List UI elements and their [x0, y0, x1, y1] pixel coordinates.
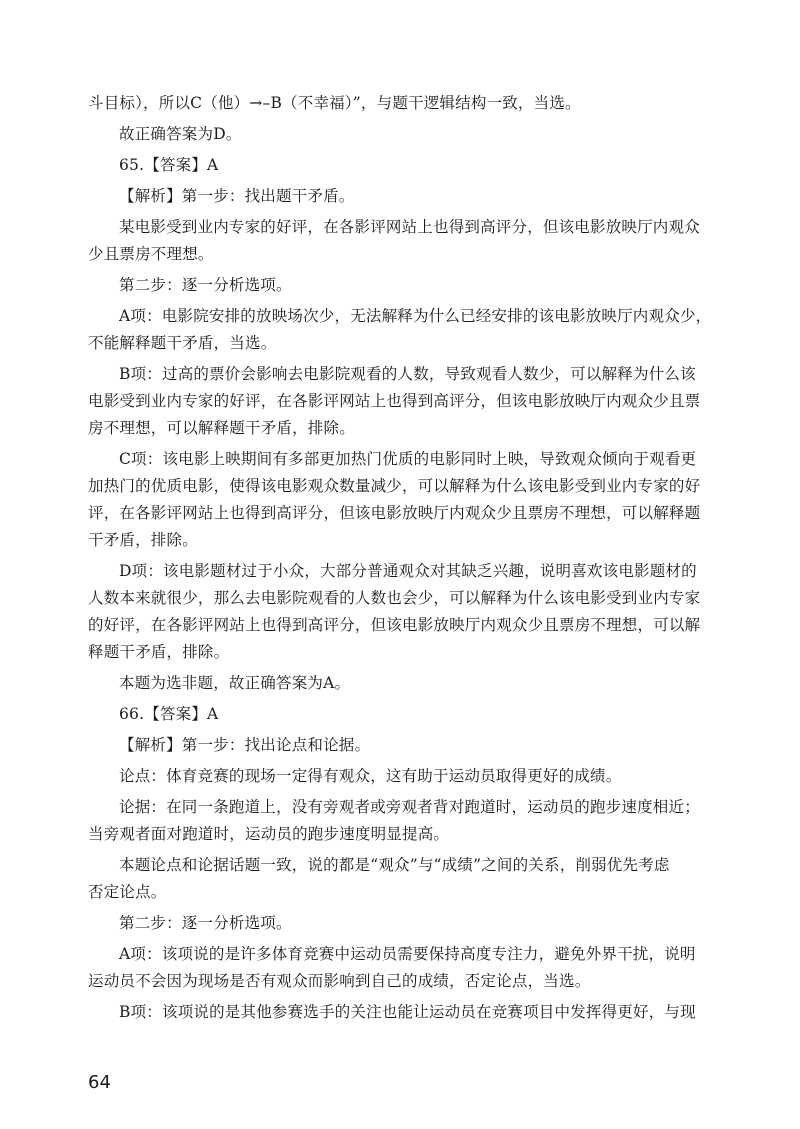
text-line: 少且票房不理想。 — [88, 245, 214, 263]
document-body — [88, 90, 718, 1026]
text-line: 第二步：逐一分析选项。 — [119, 914, 292, 932]
text-line: 论点：体育竞赛的现场一定得有观众，这有助于运动员取得更好的成绩。 — [119, 767, 622, 785]
text-line: 【解析】第一步：找出论点和论据。 — [119, 736, 371, 754]
text-line: 干矛盾，排除。 — [88, 531, 198, 549]
text-line: 66.【答案】A — [119, 705, 219, 723]
text-line: 本题论点和论据话题一致，说的都是“观众”与“成绩”之间的关系，削弱优先考虑 — [119, 856, 670, 874]
text-line: 第二步：逐一分析选项。 — [119, 276, 292, 294]
text-line: D项：该电影题材过于小众，大部分普通观众对其缺乏兴趣，说明喜欢该电影题材的 — [119, 562, 697, 580]
text-line: 斗目标），所以C（他）→–B（不幸福）”，与题干逻辑结构一致，当选。 — [88, 94, 581, 112]
text-line: 某电影受到业内专家的好评，在各影评网站上也得到高评分，但该电影放映厅内观众 — [119, 218, 700, 236]
text-line: 加热门的优质电影，使得该电影观众数量减少，可以解释为什么该电影受到业内专家的好 — [88, 477, 701, 495]
text-line: 【解析】第一步：找出题干矛盾。 — [119, 187, 355, 205]
text-line: 人数本来就很少，那么去电影院观看的人数也会少，可以解释为什么该电影受到业内专家 — [88, 589, 701, 607]
text-line: 的好评，在各影评网站上也得到高评分，但该电影放映厅内观众少且票房不理想，可以解 — [88, 616, 701, 634]
text-line: 释题干矛盾，排除。 — [88, 643, 230, 661]
text-line: 论据：在同一条跑道上，没有旁观者或旁观者背对跑道时，运动员的跑步速度相近； — [119, 798, 700, 816]
text-line: 房不理想，可以解释题干矛盾，排除。 — [88, 419, 355, 437]
text-line: A项：电影院安排的放映场次少，无法解释为什么已经安排的该电影放映厅内观众少， — [119, 307, 712, 325]
text-line: 电影受到业内专家的好评，在各影评网站上也得到高评分，但该电影放映厅内观众少且票 — [88, 392, 701, 410]
text-line: 否定论点。 — [88, 883, 167, 901]
text-line: 不能解释题干矛盾，当选。 — [88, 334, 277, 352]
text-line: 故正确答案为D。 — [119, 125, 242, 143]
text-line: 本题为选非题，故正确答案为A。 — [119, 674, 351, 692]
text-line: A项：该项说的是许多体育竞赛中运动员需要保持高度专注力，避免外界干扰，说明 — [119, 945, 696, 963]
text-line: 运动员不会因为现场是否有观众而影响到自己的成绩，否定论点，当选。 — [88, 972, 591, 990]
text-line: 当旁观者面对跑道时，运动员的跑步速度明显提高。 — [88, 825, 450, 843]
text-line: 评，在各影评网站上也得到高评分，但该电影放映厅内观众少且票房不理想，可以解释题 — [88, 504, 701, 522]
text-line: C项：该电影上映期间有多部更加热门优质的电影同时上映，导致观众倾向于观看更 — [119, 450, 697, 468]
text-line: B项：过高的票价会影响去电影院观看的人数，导致观看人数少，可以解释为什么该 — [119, 365, 696, 383]
text-line: 65.【答案】A — [119, 156, 219, 174]
text-line: B项：该项说的是其他参赛选手的关注也能让运动员在竞赛项目中发挥得更好，与现 — [119, 1003, 696, 1021]
page-number: 64 — [88, 1072, 111, 1093]
